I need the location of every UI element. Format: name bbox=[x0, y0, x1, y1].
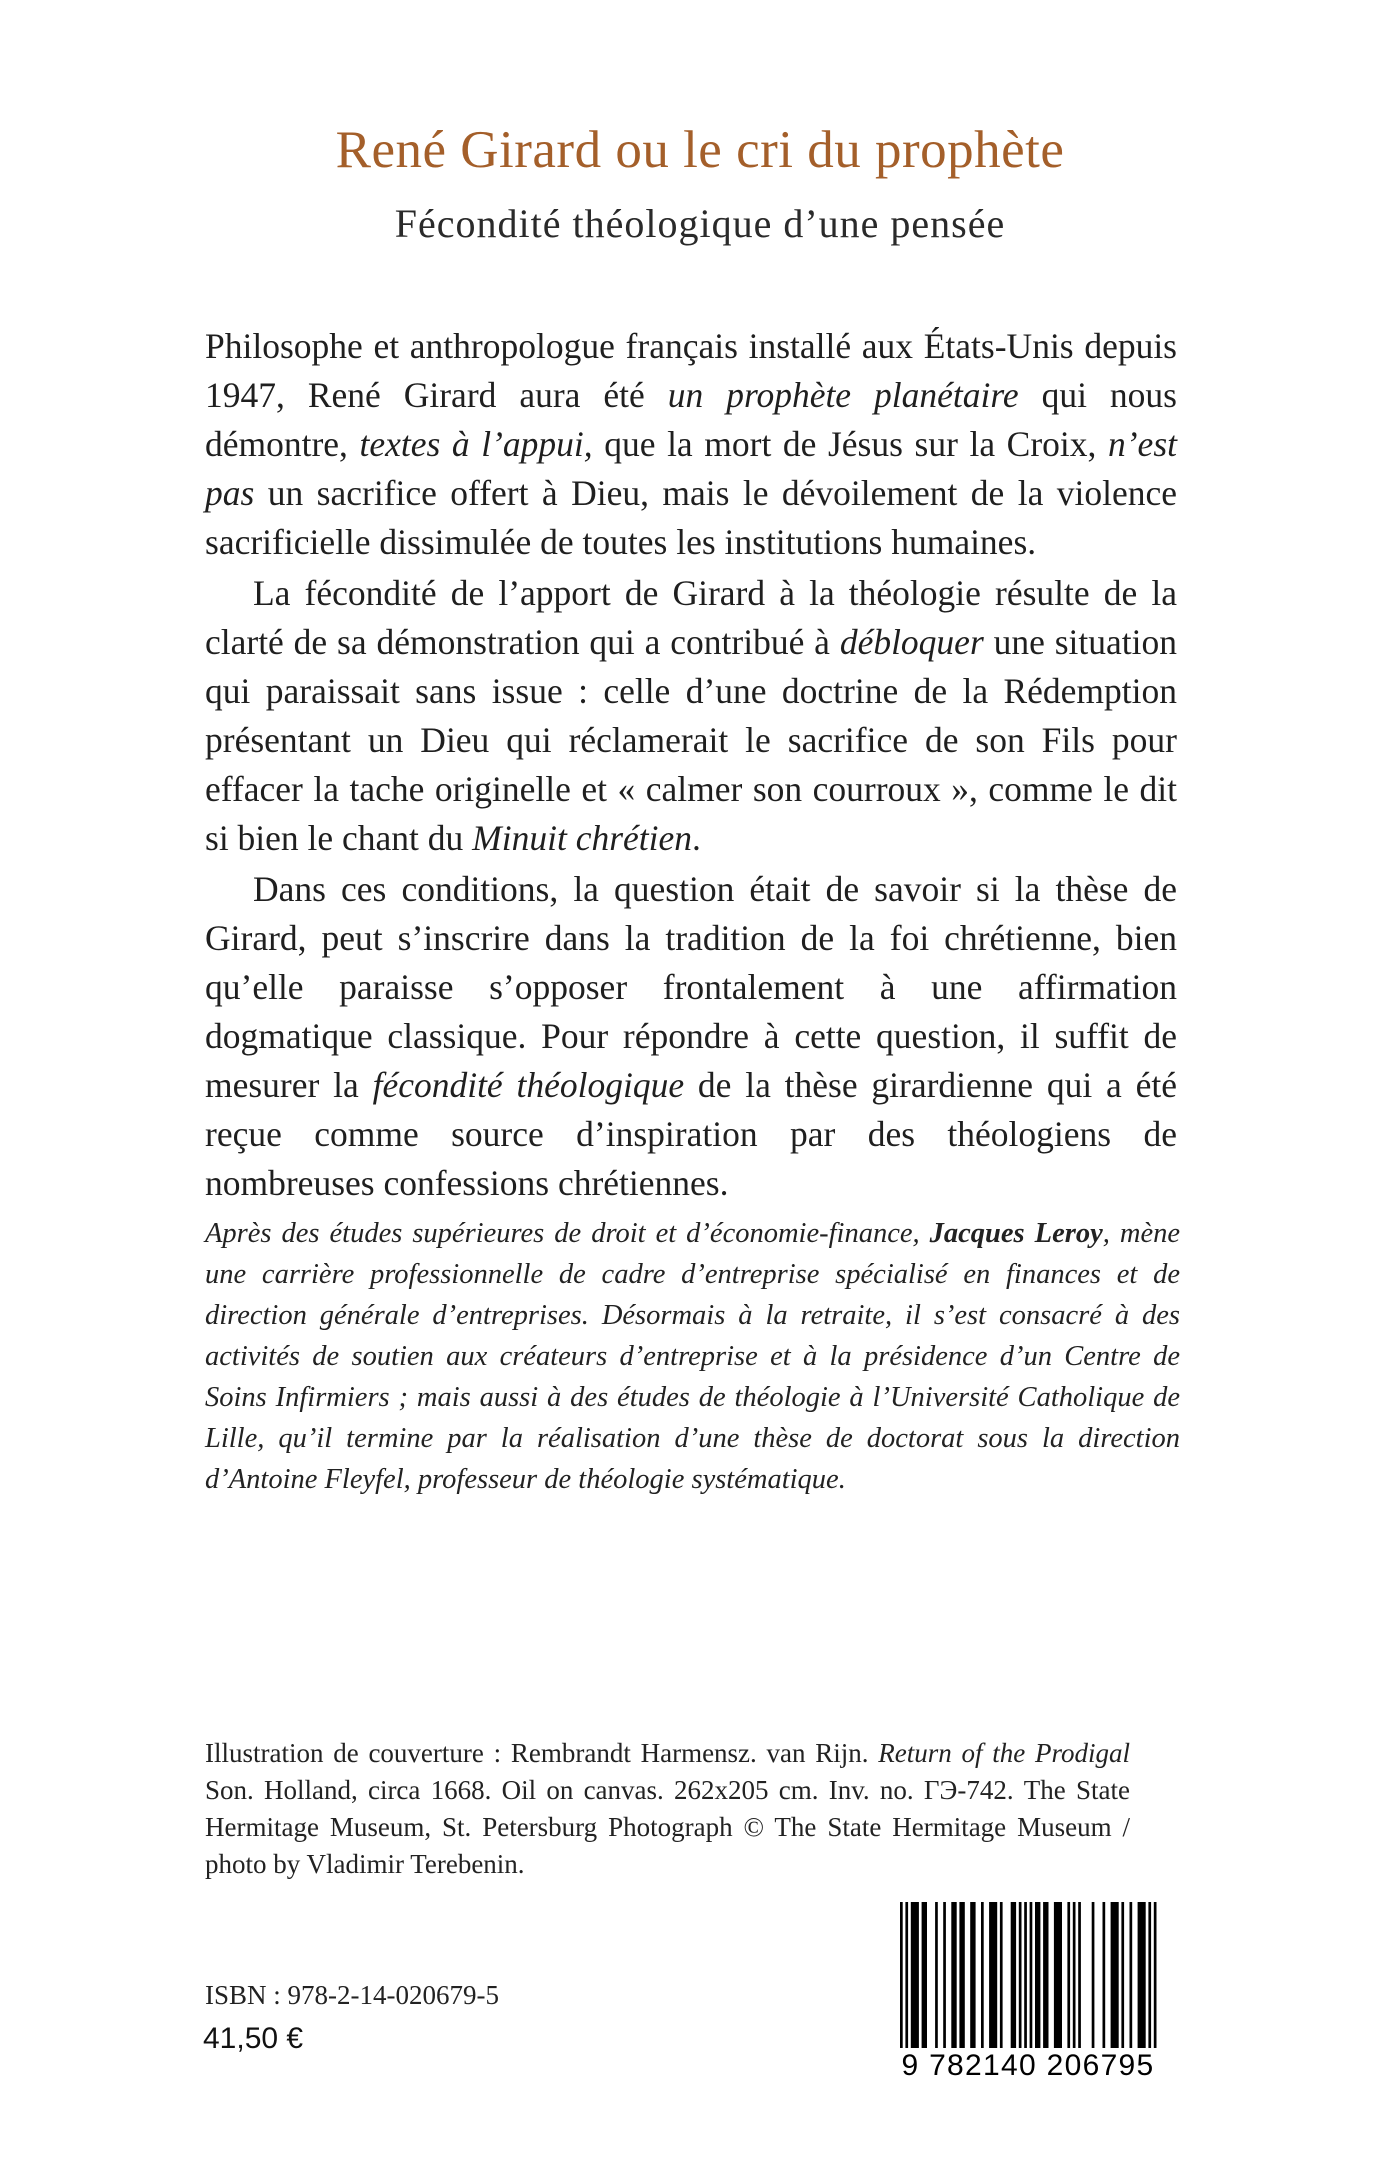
barcode-bar bbox=[1073, 1902, 1076, 2050]
summary-paragraph-3: Dans ces conditions, la question était de savoir si la thèse de Girard, peut s’inscrire dans la tradition de la foi chrétienne, bien qu’elle paraisse s’opposer frontalement à une affirmation dogmatique classique. Pour répondre à cette question, il suffit de mesurer la fécondité théologique de la thèse girardienne qui a été reçue comme source d’inspiration par des théologiens de nombreuses confessions chrétiennes. bbox=[205, 869, 1177, 1203]
barcode-bar bbox=[1043, 1902, 1048, 2050]
barcode-bar bbox=[970, 1902, 975, 2050]
barcode-bar bbox=[935, 1902, 938, 2050]
barcode-bar bbox=[1054, 1902, 1062, 2050]
barcode-bar bbox=[1011, 1902, 1016, 2050]
barcode-bar bbox=[1092, 1902, 1095, 2050]
price-label: 41,50 € bbox=[203, 2022, 304, 2055]
author-bio: Après des études supérieures de droit et d’économie-finance, Jacques Leroy, mène une carrière professionnelle de cadre d’entreprise spécialisé en finances et de direction générale d’entreprises. Désormais à la retraite, il s’est consacré à des activités de soutien aux créateurs d’entreprise et à la présidence d’un Centre de Soins Infirmiers ; mais aussi à des études de théologie à l’Université Catholique de Lille, qu’il termine par la réalisation d’une thèse de doctorat sous la direction d’Antoine Fleyfel, professeur de théologie systématique. bbox=[205, 1218, 1180, 1495]
barcode-bar bbox=[981, 1902, 984, 2050]
book-subtitle: Fécondité théologique d’une pensée bbox=[394, 201, 1006, 246]
barcode-bar bbox=[1000, 1902, 1003, 2050]
book-title: René Girard ou le cri du prophète bbox=[335, 121, 1065, 179]
barcode-bar bbox=[1035, 1902, 1040, 2050]
barcode-bar bbox=[1019, 1902, 1022, 2050]
barcode-digits: 9 782140 206795 bbox=[878, 2048, 1178, 2084]
cover-illustration-credit: Illustration de couverture : Rembrandt Harmensz. van Rijn. Return of the Prodigal Son. Holland, circa 1668. Oil on canvas. 262x205 cm. Inv. no. ГЭ-742. The State Hermitage Museum, St. Petersburg Photograph © The State Hermitage Museum / photo by Vladimir Terebenin. bbox=[205, 1738, 1130, 1879]
barcode-bar bbox=[959, 1902, 964, 2050]
summary-paragraph-2: La fécondité de l’apport de Girard à la théologie résulte de la clarté de sa démonstration qui a contribué à débloquer une situation qui paraissait sans issue : celle d’une doctrine de la Rédemption présentant un Dieu qui réclamerait le sacrifice de son Fils pour effacer la tache originelle et « calmer son courroux », comme le dit si bien le chant du Minuit chrétien. bbox=[205, 573, 1178, 858]
barcode-bar bbox=[1130, 1902, 1133, 2050]
barcode-bar bbox=[911, 1902, 919, 2050]
summary-text bbox=[205, 322, 1177, 1208]
barcode-bar bbox=[1138, 1902, 1146, 2050]
barcode-bar bbox=[1103, 1902, 1106, 2050]
barcode-bar bbox=[989, 1902, 997, 2050]
isbn-number: ISBN : 978-2-14-020679-5 bbox=[205, 1980, 499, 2010]
barcode-bar bbox=[1078, 1902, 1081, 2050]
barcode-bar bbox=[943, 1902, 946, 2050]
barcode-bar bbox=[922, 1902, 927, 2050]
barcode-bar bbox=[951, 1902, 956, 2050]
barcode-bar bbox=[1067, 1902, 1070, 2050]
barcode-bar bbox=[1111, 1902, 1119, 2050]
author-name: Jacques Leroy bbox=[929, 1218, 1103, 1249]
barcode-bar bbox=[1121, 1902, 1124, 2050]
summary-paragraph-1: Philosophe et anthropologue français installé aux États-Unis depuis 1947, René Girard aura été un prophète planétaire qui nous démontre, textes à l’appui, que la mort de Jésus sur la Croix, n’est pas un sacrifice offert à Dieu, mais le dévoilement de la violence sacrificielle dissimulée de toutes les institutions humaines. bbox=[205, 326, 1177, 562]
